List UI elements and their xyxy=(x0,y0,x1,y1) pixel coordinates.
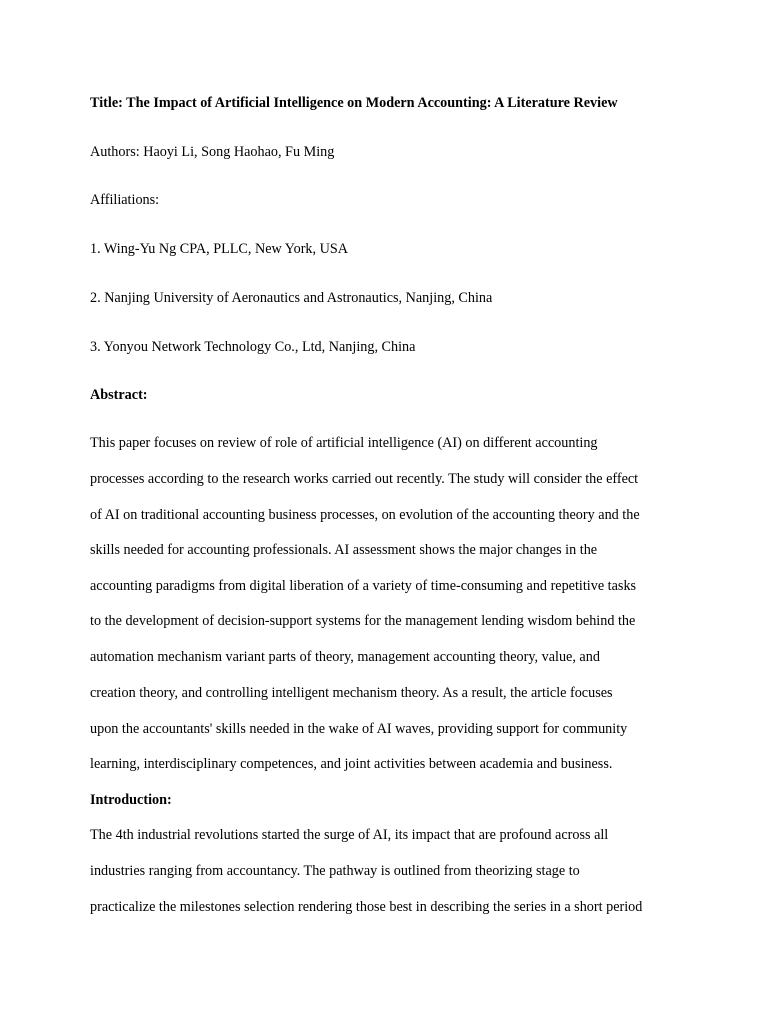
authors-line: Authors: Haoyi Li, Song Haohao, Fu Ming xyxy=(90,144,335,160)
affiliations-label: Affiliations: xyxy=(90,192,160,208)
abstract-line: to the development of decision-support systems for the management lending wisdom behind the xyxy=(90,613,636,629)
abstract-line: upon the accountants' skills needed in the wake of AI waves, providing support for community xyxy=(90,721,628,737)
abstract-line: This paper focuses on review of role of artificial intelligence (AI) on different accounting xyxy=(90,435,598,451)
abstract-line: skills needed for accounting professionals. AI assessment shows the major changes in the xyxy=(90,542,598,558)
abstract-line: creation theory, and controlling intelligent mechanism theory. As a result, the article focuses xyxy=(90,685,613,701)
abstract-line: learning, interdisciplinary competences, and joint activities between academia and business. xyxy=(90,756,613,772)
abstract-heading: Abstract: xyxy=(90,387,148,403)
document-title: Title: The Impact of Artificial Intelligence on Modern Accounting: A Literature Review xyxy=(90,95,618,111)
introduction-heading: Introduction: xyxy=(90,792,172,808)
abstract-line: accounting paradigms from digital liberation of a variety of time-consuming and repetitive tasks xyxy=(90,578,637,594)
affiliation-item: 3. Yonyou Network Technology Co., Ltd, Nanjing, China xyxy=(90,339,416,355)
introduction-line: The 4th industrial revolutions started the surge of AI, its impact that are profound across all xyxy=(90,827,609,843)
affiliation-item: 2. Nanjing University of Aeronautics and Astronautics, Nanjing, China xyxy=(90,290,493,306)
introduction-line: practicalize the milestones selection rendering those best in describing the series in a short period xyxy=(90,899,643,915)
abstract-line: automation mechanism variant parts of theory, management accounting theory, value, and xyxy=(90,649,600,665)
abstract-line: processes according to the research works carried out recently. The study will consider the effect xyxy=(90,471,639,487)
abstract-line: of AI on traditional accounting business processes, on evolution of the accounting theory and the xyxy=(90,507,640,523)
introduction-line: industries ranging from accountancy. The pathway is outlined from theorizing stage to xyxy=(90,863,580,879)
affiliation-item: 1. Wing-Yu Ng CPA, PLLC, New York, USA xyxy=(90,241,348,257)
